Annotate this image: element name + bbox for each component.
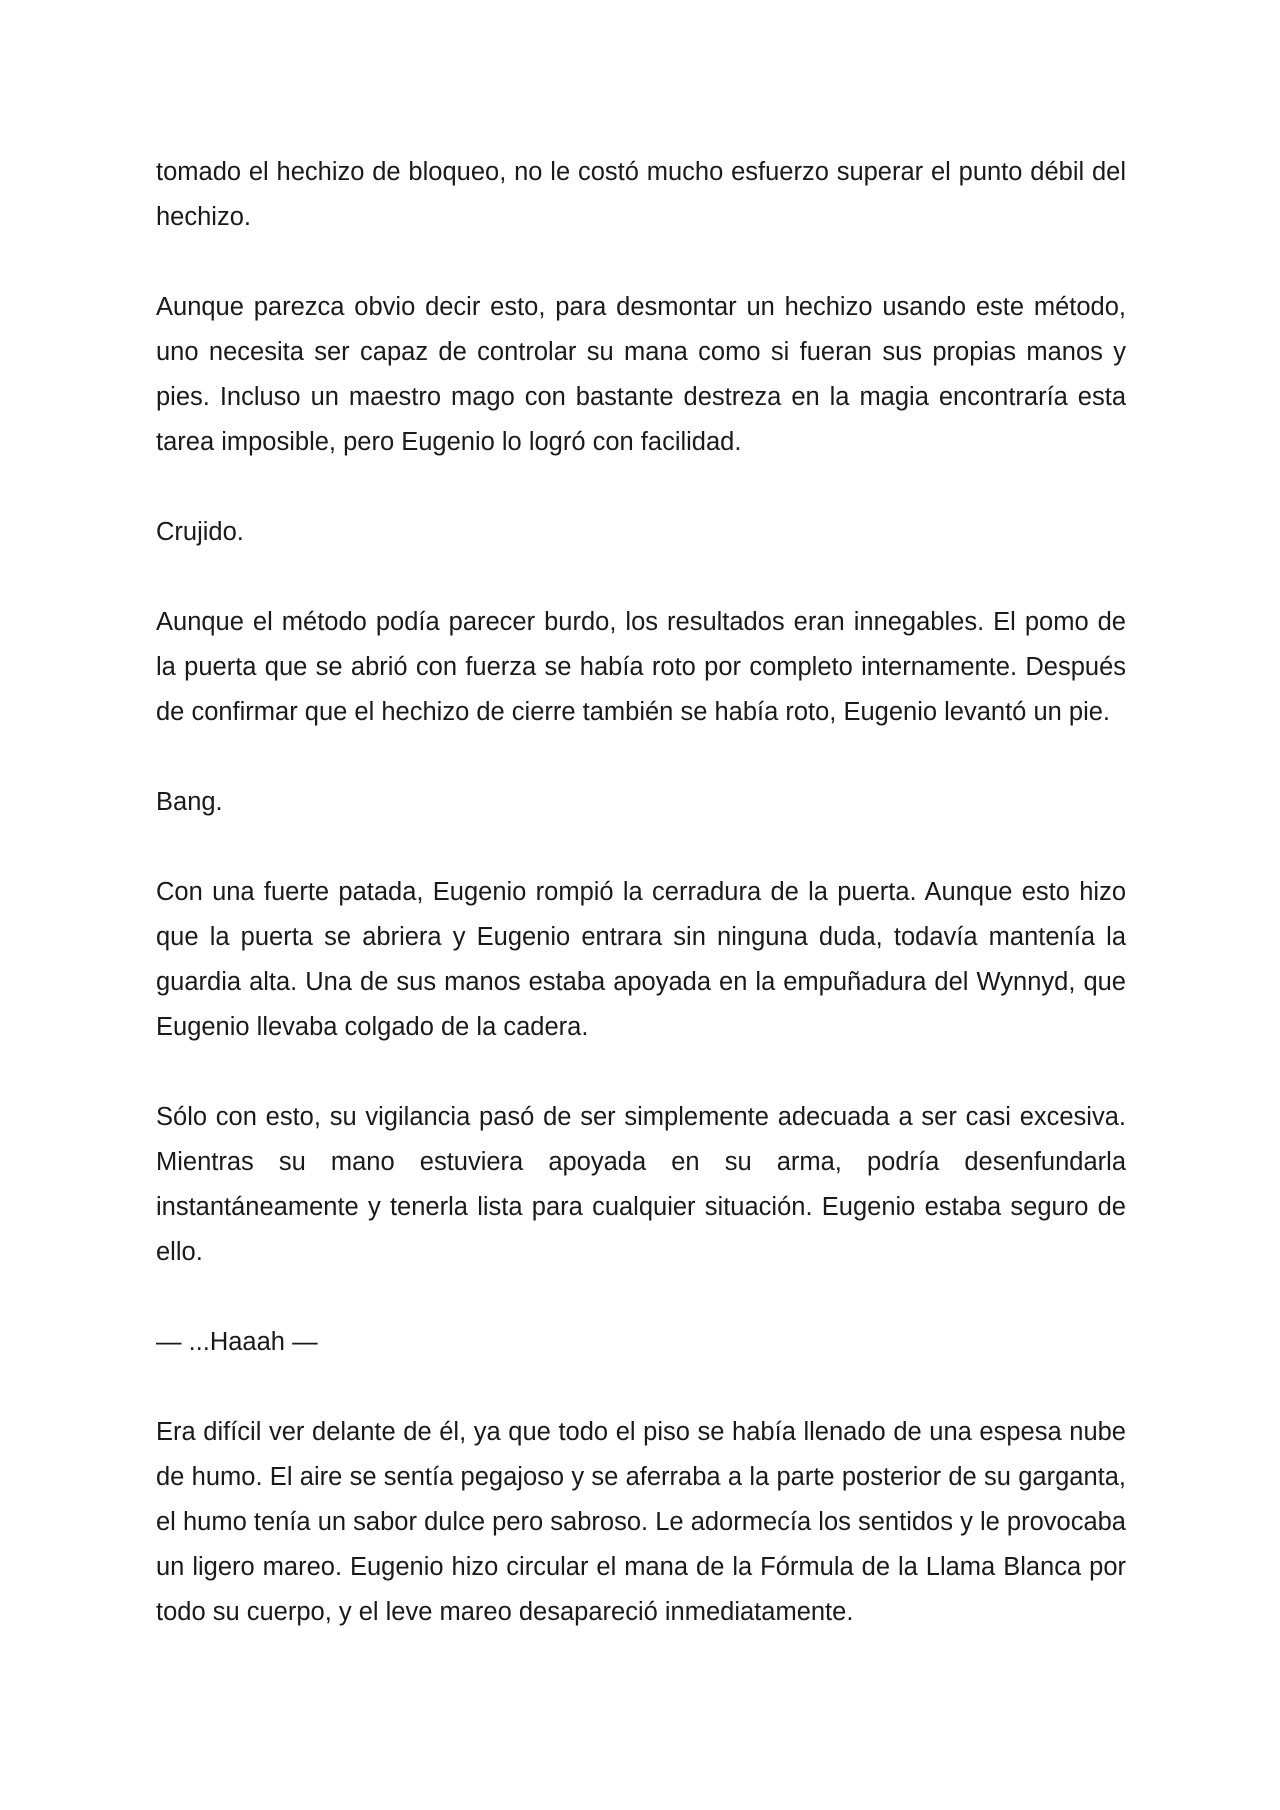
paragraph: Con una fuerte patada, Eugenio rompió la cerradura de la puerta. Aunque esto hizo que la puerta se abriera y Eugenio entrara sin ninguna duda, todavía mantenía la guardia alta. Una de sus manos estaba apoyada en la empuñadura del Wynnyd, que Eugenio llevaba colgado de la cadera.: [156, 878, 1126, 1041]
paragraph: Sólo con esto, su vigilancia pasó de ser simplemente adecuada a ser casi excesiva. Mientras su mano estuviera apoyada en su arma, podría desenfundarla instantáneamente y tenerla lista para cualquier situación. Eugenio estaba seguro de ello.: [156, 1103, 1126, 1266]
paragraph: Bang.: [156, 788, 223, 816]
paragraph: tomado el hechizo de bloqueo, no le costó mucho esfuerzo superar el punto débil del hechizo.: [156, 158, 1126, 231]
paragraph: Aunque el método podía parecer burdo, los resultados eran innegables. El pomo de la puerta que se abrió con fuerza se había roto por completo internamente. Después de confirmar que el hechizo de cierre también se había roto, Eugenio levantó un pie.: [156, 608, 1126, 726]
paragraph: Crujido.: [156, 518, 244, 546]
paragraph: Aunque parezca obvio decir esto, para desmontar un hechizo usando este método, uno necesita ser capaz de controlar su mana como si fueran sus propias manos y pies. Incluso un maestro mago con bastante destreza en la magia encontraría esta tarea imposible, pero Eugenio lo logró con facilidad.: [156, 293, 1126, 456]
paragraph: — ...Haaah —: [156, 1328, 318, 1356]
paragraph: Era difícil ver delante de él, ya que todo el piso se había llenado de una espesa nube de humo. El aire se sentía pegajoso y se aferraba a la parte posterior de su garganta, el humo tenía un sabor dulce pero sabroso. Le adormecía los sentidos y le provocaba un ligero mareo. Eugenio hizo circular el mana de la Fórmula de la Llama Blanca por todo su cuerpo, y el leve mareo desapareció inmediatamente.: [156, 1418, 1126, 1626]
document-body: [156, 150, 1126, 1635]
